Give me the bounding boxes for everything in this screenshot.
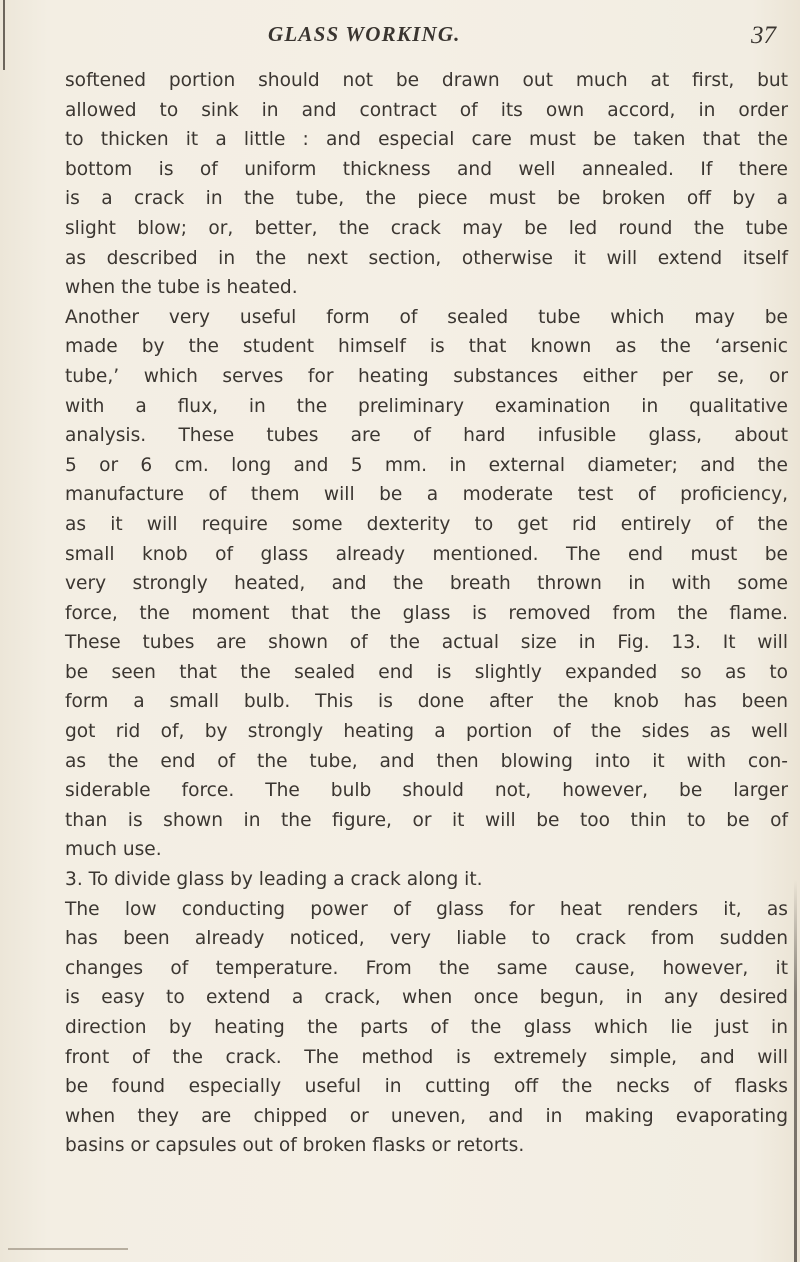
paragraph-1 — [65, 66, 788, 303]
text-line: force, the moment that the glass is removed from the flame. — [65, 602, 788, 624]
text-line: front of the crack. The method is extremely simple, and will — [65, 1046, 788, 1068]
text-line: direction by heating the parts of the glass which lie just in — [65, 1017, 788, 1038]
text-line: small knob of glass already mentioned. The end must be — [65, 543, 788, 565]
page-header — [0, 18, 800, 58]
running-head: GLASS WORKING. — [268, 22, 461, 46]
page-edge-right — [794, 880, 797, 1262]
text-line: when they are chipped or uneven, and in making evaporating — [65, 1105, 788, 1127]
text-line: as it will require some dexterity to get rid entirely of the — [65, 513, 788, 535]
paragraph-3 — [65, 895, 788, 1161]
text-line: got rid of, by strongly heating a portion of the sides as well — [65, 721, 788, 743]
text-line: slight blow; or, better, the crack may be led round the tube — [65, 217, 788, 239]
text-line: as described in the next section, otherwise it will extend itself — [65, 247, 788, 269]
body-text — [65, 66, 788, 1161]
text-line: Another very useful form of sealed tube which may be — [65, 306, 788, 328]
text-line: basins or capsules out of broken flasks or retorts. — [65, 1135, 525, 1157]
text-line: bottom is of uniform thickness and well annealed. If there — [65, 158, 788, 180]
text-line: is a crack in the tube, the piece must be broken off by a — [65, 188, 788, 210]
text-line: form a small bulb. This is done after the knob has been — [65, 691, 788, 713]
paragraph-2 — [65, 303, 788, 865]
page-footer-rule — [8, 1248, 128, 1250]
text-line: changes of temperature. From the same cause, however, it — [65, 957, 788, 979]
text-line: These tubes are shown of the actual size in Fig. 13. It will — [65, 632, 788, 654]
text-line: 5 or 6 cm. long and 5 mm. in external diameter; and the — [65, 454, 788, 476]
text-line: to thicken it a little : and especial care must be taken that the — [65, 129, 788, 151]
text-line: siderable force. The bulb should not, however, be larger — [65, 780, 788, 802]
text-line: tube,’ which serves for heating substances either per se, or — [65, 365, 788, 387]
text-line: when the tube is heated. — [65, 277, 298, 299]
text-line: manufacture of them will be a moderate test of proficiency, — [65, 484, 788, 506]
text-line: with a flux, in the preliminary examination in qualitative — [65, 395, 788, 417]
page-number: 37 — [751, 22, 776, 49]
text-line: much use. — [65, 839, 162, 861]
text-line: The low conducting power of glass for heat renders it, as — [65, 898, 788, 920]
section-heading: 3. To divide glass by leading a crack along it. — [65, 869, 483, 891]
text-line: as the end of the tube, and then blowing into it with con- — [65, 750, 788, 772]
text-line: made by the student himself is that known as the ‘arsenic — [65, 336, 788, 358]
text-line: very strongly heated, and the breath thrown in with some — [65, 573, 788, 595]
text-line: be seen that the sealed end is slightly expanded so as to — [65, 661, 788, 683]
text-line: softened portion should not be drawn out much at first, but — [65, 70, 788, 91]
text-line: is easy to extend a crack, when once begun, in any desired — [65, 987, 788, 1009]
text-line: be found especially useful in cutting off the necks of flasks — [65, 1076, 788, 1098]
text-line: allowed to sink in and contract of its own accord, in order — [65, 99, 788, 121]
text-line: has been already noticed, very liable to crack from sudden — [65, 928, 788, 950]
text-line: analysis. These tubes are of hard infusible glass, about — [65, 425, 788, 447]
text-line: than is shown in the figure, or it will be too thin to be of — [65, 809, 788, 831]
